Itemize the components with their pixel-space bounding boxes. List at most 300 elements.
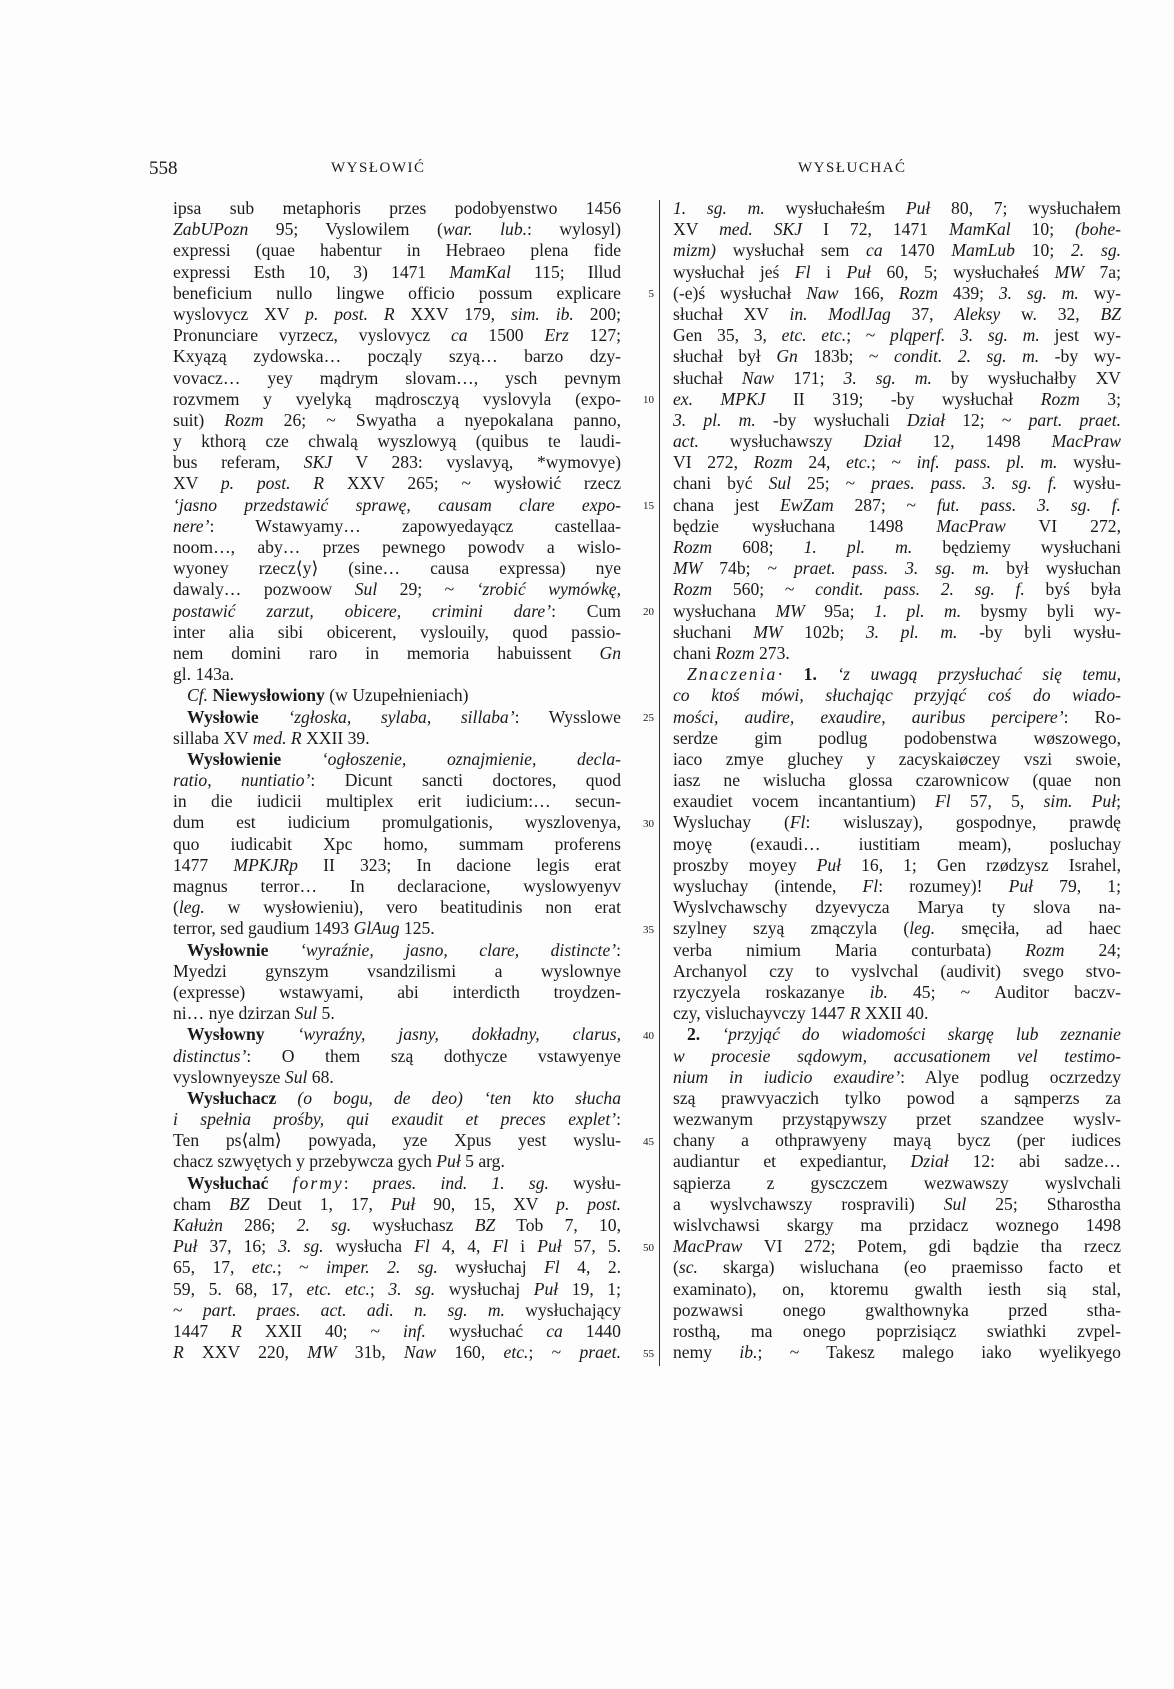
text-run [259, 707, 289, 727]
text-run [281, 749, 322, 769]
text-run: : Alye podlug oczrzedzy [900, 1066, 1121, 1087]
text-line [673, 685, 1121, 706]
italic-run: Dział [863, 431, 902, 452]
text-line [673, 961, 1121, 982]
italic-run: Puł [1008, 876, 1034, 896]
text-run: pozwawsi onego gwalthownyka przed stha- [673, 1299, 1121, 1320]
text-run: gl. 143a. [173, 664, 235, 685]
text-run: ipsa sub metaphoris przes podobyenstwo 1456 [173, 198, 621, 218]
line-number: 35 [643, 923, 654, 936]
text-line [173, 918, 621, 939]
text-line [173, 198, 621, 219]
italic-run: Rozm [673, 537, 713, 557]
italic-run: ‘z uwagą przysłuchać się temu, [837, 664, 1121, 685]
text-run: : O them szą dothycze vstawyenye [246, 1045, 621, 1066]
italic-run: 3. pl. m. [865, 621, 958, 642]
text-line [173, 897, 621, 918]
text-line [173, 1151, 621, 1172]
text-run: 37, [890, 303, 955, 324]
text-run: terror, sed gaudium 1493 [173, 918, 354, 939]
italic-run: i spełnia prośby, qui exaudit et preces explet’ [173, 1109, 617, 1130]
text-run: XV [173, 473, 221, 494]
text-run: inter alia sibi obicerent, vyslouily, quod passio- [173, 621, 621, 642]
text-run: chacz szwyętych y przebywcza gych [173, 1151, 437, 1172]
text-run: quo iudicabit Xpc homo, summam proferens [173, 833, 621, 854]
text-line [673, 1215, 1121, 1236]
text-run: 3; [1079, 388, 1121, 409]
text-line [673, 791, 1121, 812]
text-run: 5. [317, 1003, 335, 1024]
italic-run: etc. [503, 1342, 529, 1363]
text-run: 31b, [336, 1342, 404, 1363]
italic-run: Naw [806, 282, 839, 303]
text-run: : Wysslowe [514, 706, 621, 727]
italic-run: Naw [741, 367, 775, 388]
italic-run: Puł [533, 1278, 559, 1299]
italic-run: BZ [474, 1215, 496, 1235]
italic-run: ex. MPKJ [673, 388, 766, 409]
text-run: VI 272, [1005, 515, 1121, 536]
text-line [173, 431, 621, 452]
text-run: 5 arg. [460, 1151, 505, 1172]
italic-run: MW [307, 1342, 337, 1363]
text-line [173, 1173, 621, 1194]
text-run: i [810, 261, 847, 282]
text-run: w wysłowieniu), vero beatitudinis non erat [204, 897, 621, 918]
italic-run: inf. pass. pl. m. [916, 452, 1058, 473]
headword: Wysłuchać [187, 1172, 269, 1193]
text-run: : Cum [551, 600, 621, 621]
text-line [673, 601, 1121, 622]
headword: 1. [803, 664, 817, 685]
text-run: Deut 1, 17, [249, 1193, 391, 1214]
text-run: Pronunciare vyrzecz, vyslovycz [173, 325, 451, 346]
text-run: wysłuchaj [437, 1257, 545, 1278]
text-run: vyslownyeysze [173, 1066, 285, 1087]
text-line [173, 389, 621, 410]
text-run: magnus terror… In declaracione, wyslowyenyv [173, 876, 621, 896]
italic-run: Puł [537, 1236, 562, 1257]
italic-run: MacPraw [673, 1236, 743, 1257]
text-line [673, 855, 1121, 876]
text-run: 80, 7; wysłuchałem [930, 198, 1121, 218]
text-run: 10; [1014, 240, 1071, 261]
text-run: 68. [307, 1066, 334, 1087]
text-run: dawaly… pozwoow [173, 579, 355, 600]
italic-run: R [849, 1003, 861, 1024]
text-line [173, 685, 621, 706]
text-line [673, 389, 1121, 410]
italic-run: Rozm [224, 409, 264, 430]
text-line [173, 495, 621, 516]
italic-run: Rozm [1040, 388, 1080, 409]
italic-run: Sul [943, 1193, 967, 1214]
italic-run: ib. [869, 981, 888, 1002]
text-run: i [508, 1236, 538, 1257]
italic-run: Puł [905, 198, 931, 218]
italic-run: Sul [768, 473, 792, 494]
text-run: chany a othprawyeny mayą bycz (per iudices [673, 1130, 1121, 1151]
text-run: chani być [673, 473, 769, 494]
text-run: rzyczyela roskazanye [673, 981, 870, 1002]
text-run: iaco zmye gluchey y zacyskaiøczey vszi swoie, [673, 748, 1121, 769]
text-line [673, 346, 1121, 367]
italic-run: ‘wyraźny, jasny, dokładny, clarus, [297, 1024, 621, 1045]
text-run: wysłucha [323, 1236, 415, 1257]
text-run: wysłuchałeśm [764, 198, 906, 218]
text-line [673, 1173, 1121, 1194]
text-line [173, 728, 621, 749]
headword: Niewysłowiony [212, 685, 325, 706]
page-number: 558 [149, 158, 178, 179]
text-line [673, 1236, 1121, 1257]
text-run: wysłuchający [504, 1299, 622, 1320]
text-line [673, 1088, 1121, 1109]
text-run: wysłu- [548, 1172, 622, 1193]
italic-run: ZabUPozn [173, 219, 249, 240]
italic-run: 3. pl. m. [673, 409, 756, 430]
text-line [673, 1300, 1121, 1321]
text-line [673, 368, 1121, 389]
text-run: słuchał XV [673, 303, 790, 324]
italic-run: (bohe- [1075, 219, 1121, 240]
text-run: wy- [1078, 282, 1121, 303]
text-run: noom…, aby… przes pewnego powodv a wislo- [173, 537, 621, 557]
italic-run: Rozm [715, 642, 755, 663]
text-run: y kthorą cze chwalą wyszlowyą (quibus te laudi- [173, 431, 621, 452]
text-run: Ten ps⟨alm⟩ powyada, yze Xpus yest wyslu- [173, 1130, 621, 1151]
italic-run: condit. 2. sg. m. [893, 346, 1040, 367]
text-line [673, 431, 1121, 452]
left-column [173, 198, 621, 1363]
text-run: bus referam, [173, 452, 304, 473]
text-line [673, 982, 1121, 1003]
text-run: beneficium nullo lingwe officio possum explicare [173, 282, 621, 303]
text-run: ~ [173, 1299, 203, 1320]
italic-run: p. post. [556, 1193, 622, 1214]
text-run: szą prawvyaczich tylko powod a sąmperzs za [673, 1087, 1121, 1108]
text-line [673, 1024, 1121, 1045]
italic-run: 1. pl. m. [873, 600, 962, 621]
italic-run: med. R [252, 727, 302, 748]
text-run: chani [673, 642, 716, 663]
text-line [673, 770, 1121, 791]
text-run: słuchał [673, 367, 742, 388]
text-run: verba nimium Maria conturbata) [673, 939, 1026, 960]
text-run: ; ~ [846, 325, 891, 346]
text-run: XXII 40. [860, 1003, 929, 1024]
text-run: wysłuchał sem [716, 240, 867, 261]
running-head-right: WYSŁUCHAĆ [798, 160, 907, 176]
text-run: rosthą, ma onego poprzisiącz swiathki zvpel- [673, 1320, 1121, 1341]
text-run: proszby moyey [673, 854, 817, 875]
italic-run: nere’ [173, 515, 210, 536]
italic-run: praes. ind. 1. sg. [372, 1172, 549, 1193]
text-run: ; [1116, 791, 1121, 812]
text-run: : [343, 1172, 373, 1193]
italic-run: p. post. R [220, 473, 325, 494]
spaced-label: formy [292, 1172, 344, 1193]
text-run: 65, 17, [173, 1257, 252, 1278]
text-line [173, 1088, 621, 1109]
line-number: 45 [643, 1135, 654, 1148]
right-column [673, 198, 1121, 1363]
line-number: 20 [643, 605, 654, 618]
text-line [173, 262, 621, 283]
text-line [173, 537, 621, 558]
text-line [673, 1130, 1121, 1151]
text-line [673, 1279, 1121, 1300]
text-run: 273. [754, 642, 790, 663]
text-run: w. 32, [1000, 303, 1101, 324]
text-run: 19, 1; [558, 1278, 621, 1299]
text-run [268, 940, 300, 960]
text-line [173, 1109, 621, 1130]
text-run: XXV 220, [183, 1342, 308, 1363]
line-number: 40 [643, 1029, 654, 1042]
italic-run: inf. [402, 1320, 426, 1341]
text-run: 560; ~ [712, 579, 816, 600]
text-line [673, 262, 1121, 283]
headword: Wysłuchacz [187, 1087, 277, 1108]
text-run: 115; Illud [510, 261, 622, 282]
text-line [173, 283, 621, 304]
italic-run: Puł [173, 1236, 198, 1257]
italic-run: Erz [544, 325, 569, 346]
text-line [673, 834, 1121, 855]
text-run: 37, 16; [197, 1236, 279, 1257]
text-line [673, 1151, 1121, 1172]
line-number: 5 [648, 287, 654, 300]
italic-run: Aleksy [954, 303, 1001, 324]
text-run: 287; ~ [833, 494, 937, 515]
italic-run: med. SKJ [719, 219, 803, 240]
text-run: 608; [712, 537, 804, 557]
italic-run: praet. [579, 1342, 621, 1363]
italic-run: 3. sg. [278, 1236, 324, 1257]
italic-run: Gn [599, 642, 621, 663]
text-run: Kxyązą zydowska… począly szyą… barzo dzy- [173, 346, 621, 367]
text-run: ; ~ [276, 1257, 327, 1278]
column-rule [659, 200, 660, 1366]
text-run: audiantur et expediantur, [673, 1151, 911, 1172]
text-run: 286; [222, 1215, 297, 1235]
text-run: (w Uzupełnieniach) [324, 685, 469, 706]
text-line [673, 940, 1121, 961]
text-run: będzie wysłuchana 1498 [673, 515, 937, 536]
italic-run: sc. [678, 1257, 698, 1278]
text-line [673, 240, 1121, 261]
italic-run: ca [866, 240, 883, 261]
text-line [673, 1109, 1121, 1130]
text-run: skarga) wisluchana (eo praemisso facto et [697, 1257, 1121, 1278]
italic-run: w procesie sądowym, accusationem vel testimo- [673, 1045, 1121, 1066]
text-run: 171; [774, 367, 844, 388]
text-run: wysłuchawszy [698, 431, 864, 452]
text-run: Wyslvchawschy dzyevycza Marya ty slova na- [673, 897, 1121, 918]
text-run: 183b; ~ [797, 346, 894, 367]
text-run [817, 664, 837, 684]
italic-run: act. [673, 431, 699, 452]
text-run: słuchani [673, 621, 754, 642]
text-line [173, 473, 621, 494]
text-line [173, 1236, 621, 1257]
italic-run: 3. sg. m. [843, 367, 932, 388]
italic-run: ratio, nuntiatio’ [173, 770, 311, 791]
text-run: by wysłuchałby XV [931, 367, 1121, 388]
text-run: iasz ne wislucha glossa czarownicow (quae non [673, 770, 1121, 791]
italic-run: GlAug [353, 918, 400, 939]
text-run: będziemy wysłuchani [912, 537, 1122, 557]
text-line [173, 1300, 621, 1321]
italic-run: Naw [403, 1342, 437, 1363]
text-run: wysłuchaj [435, 1278, 534, 1299]
text-run: 45; ~ Auditor baczv- [887, 981, 1121, 1002]
text-line [173, 1321, 621, 1342]
text-run: wysłu- [1057, 452, 1121, 473]
text-run: 439; [937, 282, 999, 303]
text-run: 1500 [467, 325, 545, 346]
text-line [173, 940, 621, 961]
headword: Wysłowny [187, 1024, 265, 1045]
italic-run: Dział [906, 409, 946, 430]
text-run [276, 1088, 297, 1108]
text-run: -by wysłuchali [755, 409, 907, 430]
italic-run: Sul [354, 579, 378, 600]
text-run: wysłu- [1057, 473, 1121, 494]
italic-run: nium in iudicio exaudire’ [673, 1066, 901, 1087]
text-run: 24; [1064, 939, 1121, 960]
text-line [673, 410, 1121, 431]
italic-run: distinctus’ [173, 1045, 247, 1066]
italic-run: 1. sg. m. [673, 198, 765, 218]
text-run: 1440 [562, 1320, 621, 1341]
text-line [173, 707, 621, 728]
text-run: ; [369, 1278, 389, 1299]
text-run: słuchał był [673, 346, 777, 367]
text-run: wislvchawsi skargy ma przidacz woznego 1498 [673, 1215, 1121, 1235]
italic-run: Fl [794, 261, 811, 282]
text-line [173, 961, 621, 982]
text-run: Wysluchay ( [673, 812, 790, 833]
text-run: II 323; In dacione legis erat [297, 854, 622, 875]
text-line [173, 304, 621, 325]
text-run: 166, [838, 282, 899, 303]
italic-run: ‘przyjąć do wiadomości skargę lub zeznanie [722, 1024, 1121, 1045]
text-run: 200; [573, 303, 621, 324]
text-run: ni… nye dzirzan [173, 1003, 295, 1024]
text-run: ; ~ [528, 1342, 580, 1363]
text-run: Gen 35, 3, [673, 325, 782, 346]
italic-run: 2. sg. [296, 1215, 352, 1235]
text-run: dum est iudicium promulgationis, wyszlovenya, [173, 812, 621, 833]
text-run: : wylosyl) [527, 219, 622, 240]
text-run: był wysłuchan [989, 558, 1121, 579]
italic-run: in. ModlJag [789, 303, 891, 324]
text-line [673, 1342, 1121, 1363]
italic-run: ca [450, 325, 468, 346]
italic-run: Fl [414, 1236, 430, 1257]
italic-run: MW [753, 621, 783, 642]
text-run: 95a; [804, 600, 874, 621]
text-line [673, 1046, 1121, 1067]
text-line [173, 982, 621, 1003]
text-line [173, 1279, 621, 1300]
italic-run: imper. 2. sg. [326, 1257, 438, 1278]
text-run: ; ~ Takesz malego iako wyelikyego [757, 1342, 1121, 1363]
text-line [673, 452, 1121, 473]
italic-run: part. praet. [1028, 409, 1121, 430]
line-number: 50 [643, 1241, 654, 1254]
text-run: I 72, 1471 [802, 219, 950, 240]
text-run: : [616, 939, 621, 960]
italic-run: part. praes. act. adi. n. sg. m. [202, 1299, 505, 1320]
text-run: sąpierza z gysczczem wezwawszy wyslvchali [673, 1172, 1121, 1193]
headword: Wysłownie [187, 939, 269, 960]
italic-run: Rozm [673, 579, 713, 600]
text-run: XV [673, 219, 720, 240]
italic-run: war. lub. [442, 219, 528, 240]
italic-run: etc. etc. [306, 1278, 370, 1299]
italic-run: ‘zgłoska, sylaba, sillaba’ [288, 706, 515, 727]
text-run: 79, 1; [1033, 876, 1121, 896]
italic-run: postawić zarzut, obicere, crimini dare’ [173, 600, 552, 621]
italic-run: Cf. [187, 685, 209, 706]
text-run: expressi Esth 10, 3) 1471 [173, 261, 450, 282]
text-line [173, 812, 621, 833]
text-run: 1477 [173, 854, 234, 875]
text-run: a wyslvchawszy rospravili) [673, 1193, 944, 1214]
text-line [673, 1194, 1121, 1215]
italic-run: Sul [294, 1003, 318, 1024]
text-line [173, 1342, 621, 1363]
italic-run: R [231, 1320, 242, 1341]
text-run: 127; [568, 325, 622, 346]
text-line [173, 1194, 621, 1215]
text-run: moyę (exaudi… iustitiam meam), posluchay [673, 833, 1121, 854]
text-run: : rozumey)! [878, 876, 1009, 896]
italic-run: EwZam [779, 494, 834, 515]
running-head-left: WYSŁOWIĆ [331, 160, 426, 176]
italic-run: ib. [739, 1342, 758, 1363]
italic-run: mości, audire, exaudire, auribus percipere’ [673, 706, 1064, 727]
text-line [673, 1321, 1121, 1342]
text-line [173, 1067, 621, 1088]
text-run: wyslovycz XV [173, 303, 306, 324]
text-run: ( [173, 897, 179, 918]
text-line [173, 325, 621, 346]
text-run: Myedzi gynszym vsandzilismi a wyslownye [173, 960, 621, 981]
text-run: 102b; [782, 621, 866, 642]
italic-run: etc. [251, 1257, 277, 1278]
text-run: (expresse) wstawyami, abi interdicth troydzen- [173, 981, 621, 1002]
italic-run: fut. pass. 3. sg. f. [936, 494, 1122, 515]
text-run: : Dicunt sancti doctores, quod [310, 770, 621, 791]
italic-run: Puł [846, 261, 871, 282]
italic-run: MacPraw [1051, 431, 1122, 452]
text-run: rozvmem y vyelyką mądrosczyą vyslovyla (expo- [173, 388, 621, 409]
text-line [173, 1130, 621, 1151]
text-line [173, 579, 621, 600]
text-line [173, 622, 621, 643]
text-run: in die iudicii multiplex erit iudicium:… secun- [173, 791, 621, 812]
italic-run: SKJ [303, 452, 333, 473]
italic-run: etc. [846, 452, 871, 473]
text-line [673, 876, 1121, 897]
text-line [173, 855, 621, 876]
text-run: wyoney rzecz⟨y⟩ (sine… causa expressa) nye [173, 558, 621, 579]
text-line [173, 1257, 621, 1278]
